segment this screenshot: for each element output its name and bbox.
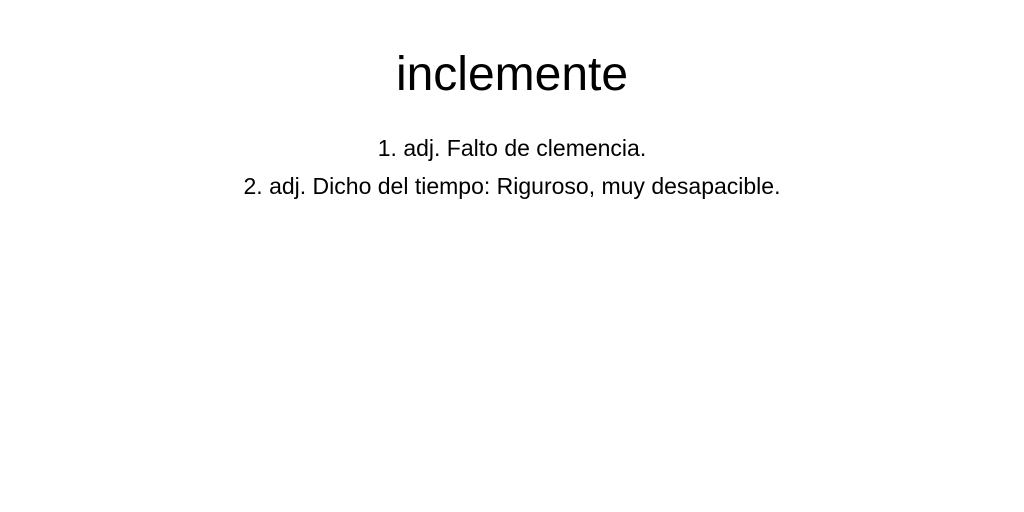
definition-list: [0, 129, 1024, 205]
definition-1: 1. adj. Falto de clemencia.: [377, 135, 647, 161]
definition-2: 2. adj. Dicho del tiempo: Riguroso, muy desapacible.: [243, 173, 781, 199]
entry-headword: inclemente: [395, 48, 629, 101]
